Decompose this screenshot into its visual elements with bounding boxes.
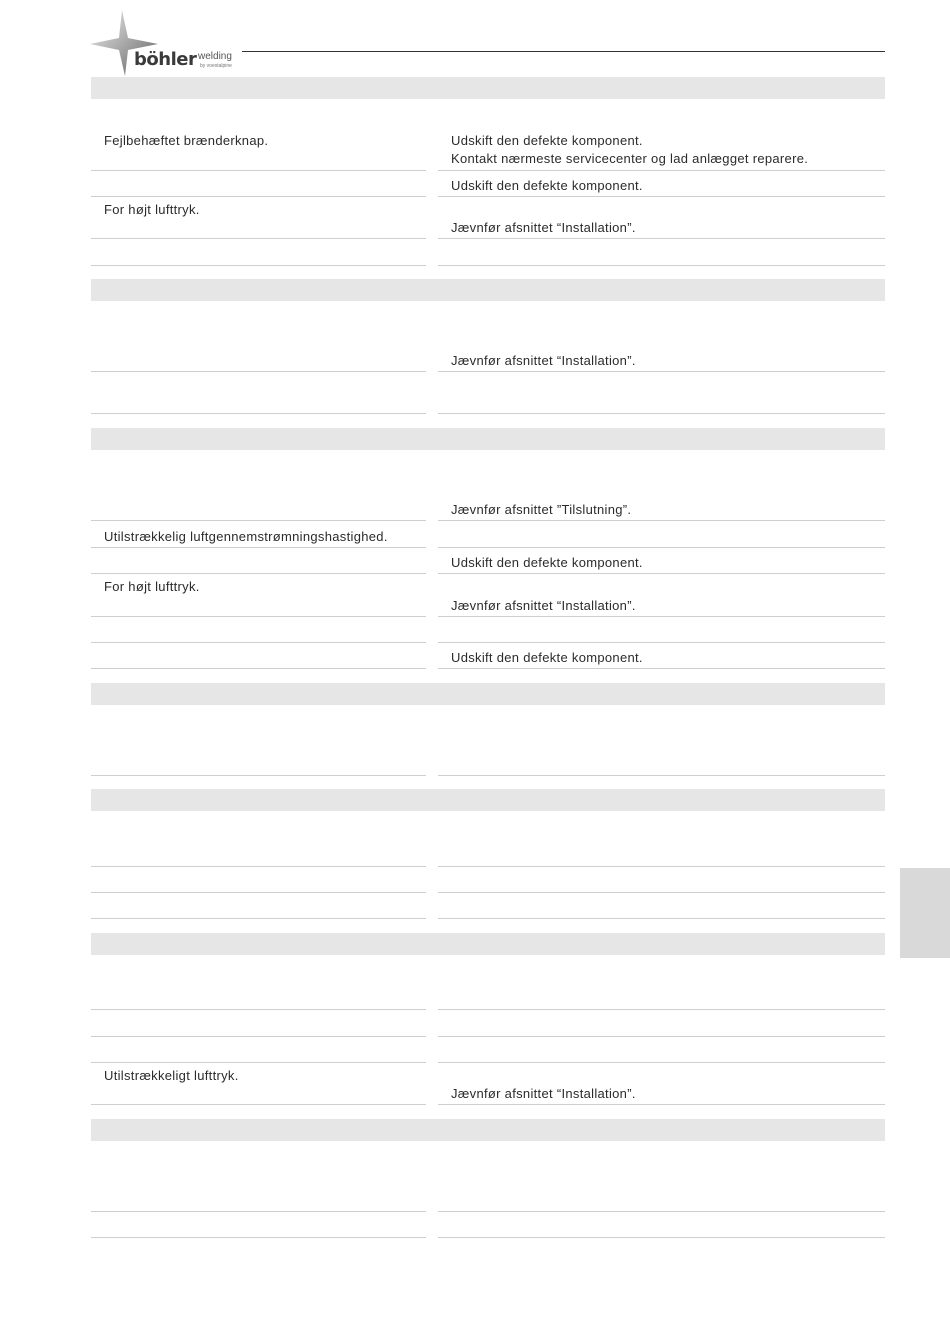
row-divider (91, 170, 426, 171)
row-divider (438, 1104, 885, 1105)
cause-text: For højt lufttryk. (104, 579, 200, 594)
row-divider (91, 775, 426, 776)
row-divider (438, 573, 885, 574)
remedy-text: Kontakt nærmeste servicecenter og lad anlægget reparere. (451, 151, 809, 166)
row-divider (91, 866, 426, 867)
row-divider (91, 238, 426, 239)
header-rule (242, 51, 885, 52)
row-divider (91, 616, 426, 617)
row-divider (438, 775, 885, 776)
row-divider (438, 1211, 885, 1212)
remedy-text: Jævnfør afsnittet “Installation”. (451, 1086, 636, 1101)
row-divider (438, 265, 885, 266)
row-divider (438, 616, 885, 617)
row-divider (91, 265, 426, 266)
row-divider (438, 918, 885, 919)
row-divider (438, 866, 885, 867)
row-divider (438, 1237, 885, 1238)
row-divider (438, 668, 885, 669)
remedy-text: Jævnfør afsnittet ”Tilslutning”. (451, 502, 632, 517)
row-divider (438, 547, 885, 548)
row-divider (91, 1211, 426, 1212)
row-divider (91, 892, 426, 893)
row-divider (91, 196, 426, 197)
row-divider (438, 238, 885, 239)
section-header-band (91, 428, 885, 450)
remedy-text: Jævnfør afsnittet “Installation”. (451, 353, 636, 368)
row-divider (438, 892, 885, 893)
section-header-band (91, 683, 885, 705)
row-divider (91, 1062, 426, 1063)
section-header-band (91, 1119, 885, 1141)
row-divider (438, 520, 885, 521)
row-divider (438, 170, 885, 171)
row-divider (438, 642, 885, 643)
row-divider (91, 642, 426, 643)
row-divider (438, 1062, 885, 1063)
section-header-band (91, 77, 885, 99)
row-divider (91, 918, 426, 919)
chapter-side-tab (900, 868, 950, 958)
remedy-text: Udskift den defekte komponent. (451, 133, 643, 148)
section-header-band (91, 279, 885, 301)
section-header-band (91, 933, 885, 955)
cause-text: Utilstrækkeligt lufttryk. (104, 1068, 239, 1083)
cause-text: Utilstrækkelig luftgennemstrømningshastighed. (104, 529, 388, 544)
remedy-text: Udskift den defekte komponent. (451, 650, 643, 665)
row-divider (91, 547, 426, 548)
remedy-text: Jævnfør afsnittet “Installation”. (451, 598, 636, 613)
cause-text: For højt lufttryk. (104, 202, 200, 217)
row-divider (91, 520, 426, 521)
row-divider (91, 1104, 426, 1105)
section-header-band (91, 789, 885, 811)
row-divider (438, 196, 885, 197)
remedy-text: Jævnfør afsnittet “Installation”. (451, 220, 636, 235)
row-divider (438, 1009, 885, 1010)
row-divider (91, 1036, 426, 1037)
remedy-text: Udskift den defekte komponent. (451, 178, 643, 193)
brand-name: böhler (134, 49, 197, 70)
row-divider (438, 1036, 885, 1037)
row-divider (91, 1237, 426, 1238)
row-divider (91, 413, 426, 414)
row-divider (91, 573, 426, 574)
remedy-text: Udskift den defekte komponent. (451, 555, 643, 570)
cause-text: Fejlbehæftet brænderknap. (104, 133, 269, 148)
row-divider (91, 371, 426, 372)
brand-product: welding (198, 51, 232, 62)
row-divider (438, 413, 885, 414)
row-divider (91, 668, 426, 669)
row-divider (91, 1009, 426, 1010)
row-divider (438, 371, 885, 372)
brand-tagline: by voestalpine (200, 63, 232, 69)
